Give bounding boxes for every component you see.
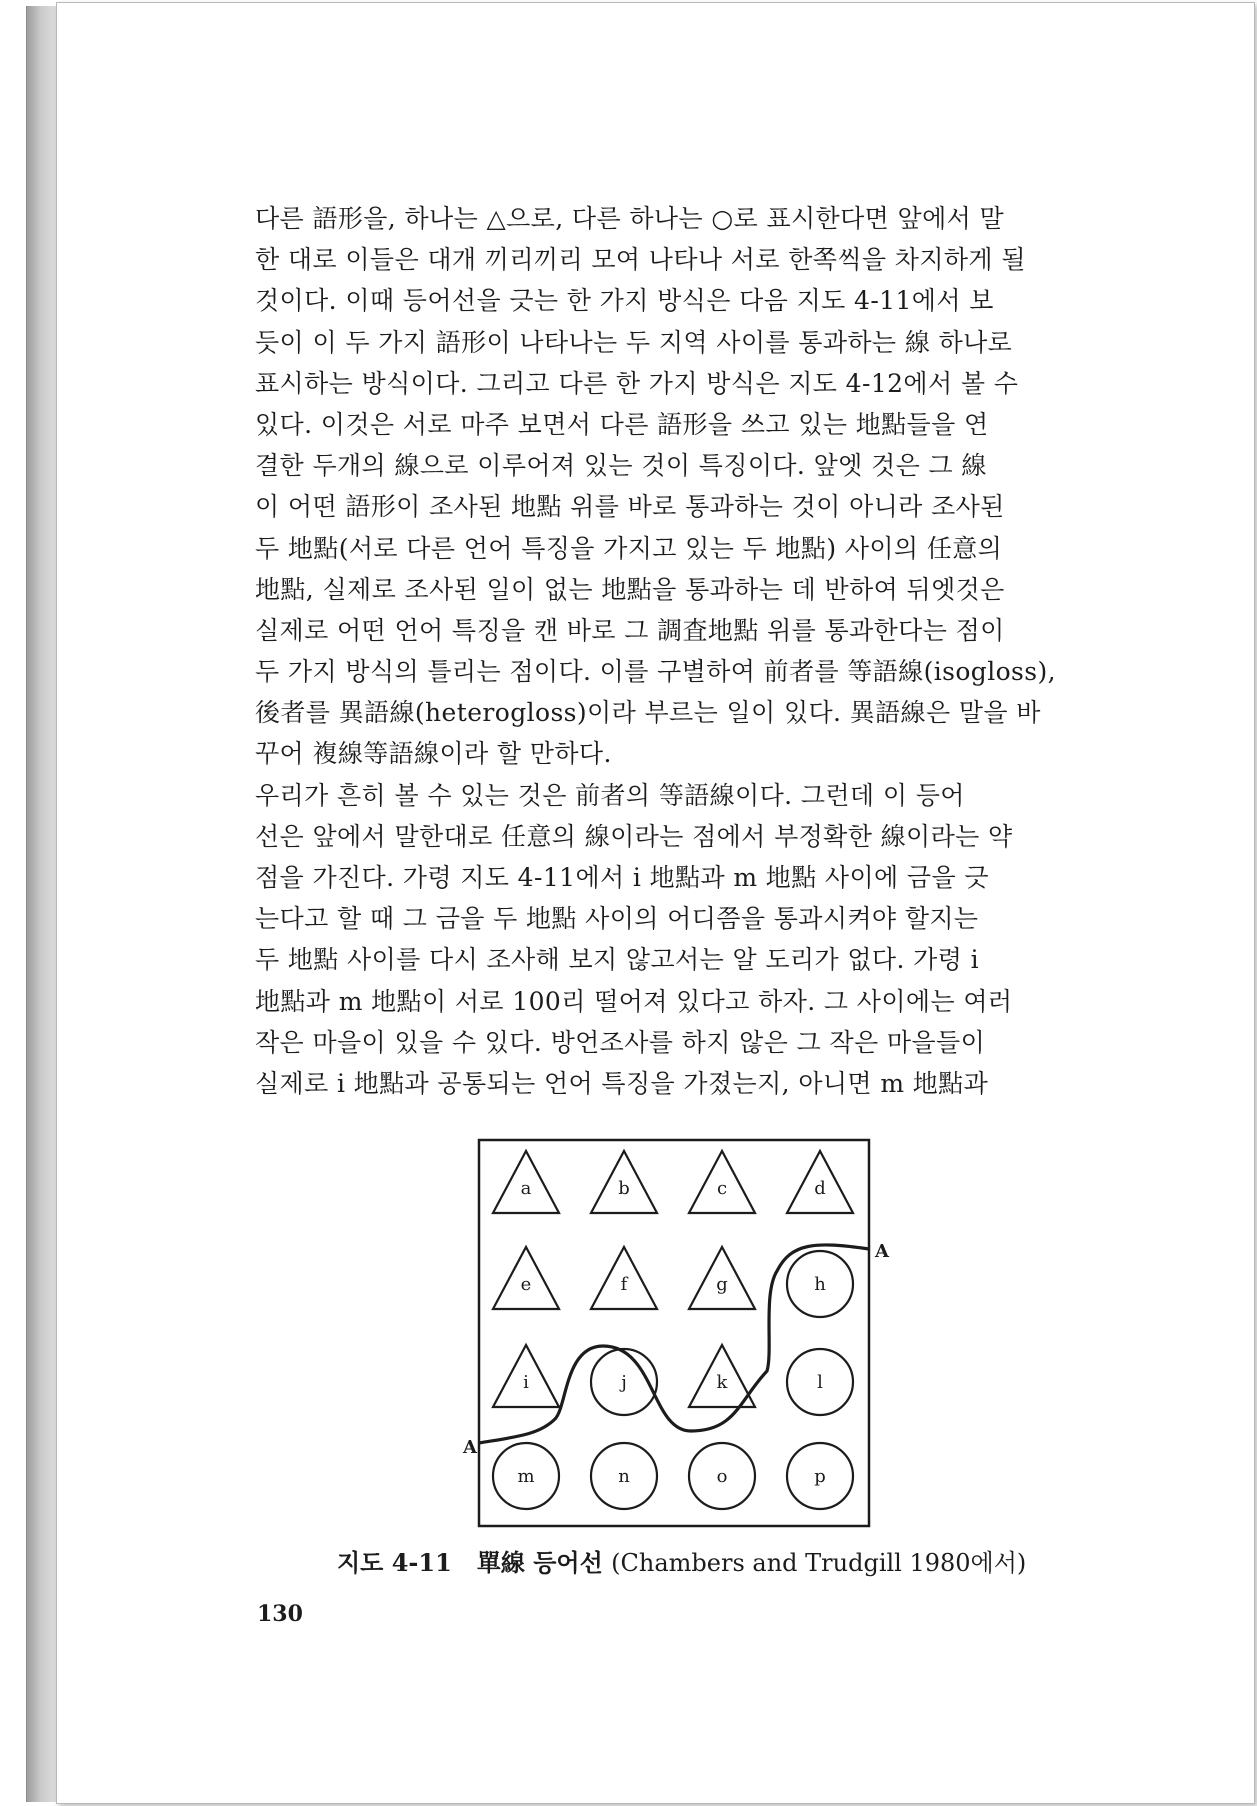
point-label: o bbox=[716, 1466, 728, 1487]
text-line: 두 地點(서로 다른 언어 특징을 가지고 있는 두 地點) 사이의 任意의 bbox=[255, 533, 1003, 563]
text-line: 後者를 異語線(heterogloss)이라 부르는 일이 있다. 異語線은 말을 바 bbox=[255, 698, 1041, 728]
point-label: m bbox=[517, 1466, 535, 1487]
text-line: 地點과 m 地點이 서로 100리 떨어져 있다고 하자. 그 사이에는 여러 bbox=[255, 986, 1013, 1016]
isogloss-map bbox=[455, 1131, 915, 1539]
point-label: n bbox=[618, 1466, 630, 1487]
caption-source: (Chambers and Trudgill 1980에서) bbox=[611, 1549, 1027, 1577]
text-line: 결한 두개의 線으로 이루어져 있는 것이 특징이다. 앞엣 것은 그 線 bbox=[255, 451, 987, 481]
point-label: d bbox=[814, 1178, 826, 1199]
point-label: c bbox=[716, 1178, 728, 1199]
caption-label: 지도 4-11 bbox=[337, 1548, 452, 1577]
text-line: 실제로 i 地點과 공통되는 언어 특징을 가졌는지, 아니면 m 地點과 bbox=[255, 1068, 989, 1098]
text-line: 두 地點 사이를 다시 조사해 보지 않고서는 알 도리가 없다. 가령 i bbox=[255, 945, 980, 975]
isogloss-label: A bbox=[463, 1437, 477, 1458]
point-label: f bbox=[620, 1274, 628, 1295]
text-line: 다른 語形을, 하나는 △으로, 다른 하나는 ○로 표시한다면 앞에서 말 bbox=[255, 204, 1005, 233]
page-number: 130 bbox=[257, 1601, 303, 1627]
text-line: 것이다. 이때 등어선을 긋는 한 가지 방식은 다음 지도 4-11에서 보 bbox=[255, 286, 994, 316]
map-frame bbox=[479, 1140, 869, 1526]
isogloss-map-figure bbox=[455, 1131, 915, 1539]
point-label: h bbox=[814, 1274, 826, 1295]
text-line: 있다. 이것은 서로 마주 보면서 다른 語形을 쓰고 있는 地點들을 연 bbox=[255, 409, 989, 439]
point-label: b bbox=[618, 1178, 630, 1199]
text-line: 듯이 이 두 가지 語形이 나타나는 두 지역 사이를 통과하는 線 하나로 bbox=[255, 327, 1013, 357]
body-text bbox=[255, 198, 1135, 1104]
point-label: g bbox=[716, 1274, 728, 1295]
point-label: e bbox=[520, 1274, 532, 1295]
text-line: 작은 마을이 있을 수 있다. 방언조사를 하지 않은 그 작은 마을들이 bbox=[255, 1027, 986, 1057]
point-label: p bbox=[814, 1466, 826, 1487]
figure-caption bbox=[337, 1543, 1057, 1578]
point-label: i bbox=[523, 1372, 529, 1393]
text-line: 는다고 할 때 그 금을 두 地點 사이의 어디쯤을 통과시켜야 할지는 bbox=[255, 904, 979, 934]
text-line: 실제로 어떤 언어 특징을 캔 바로 그 調査地點 위를 통과한다는 점이 bbox=[255, 615, 1005, 645]
text-line: 선은 앞에서 말한대로 任意의 線이라는 점에서 부정확한 線이라는 약 bbox=[255, 821, 1013, 851]
text-line: 우리가 흔히 볼 수 있는 것은 前者의 等語線이다. 그런데 이 등어 bbox=[255, 780, 965, 810]
text-line: 두 가지 방식의 틀리는 점이다. 이를 구별하여 前者를 等語線(isogloss), bbox=[255, 657, 1057, 687]
point-label: a bbox=[520, 1178, 532, 1199]
point-label: l bbox=[817, 1372, 823, 1393]
text-line: 점을 가진다. 가령 지도 4-11에서 i 地點과 m 地點 사이에 금을 긋 bbox=[255, 863, 989, 892]
text-line: 한 대로 이들은 대개 끼리끼리 모여 나타나 서로 한쪽씩을 차지하게 될 bbox=[255, 245, 1026, 275]
text-line: 이 어떤 語形이 조사된 地點 위를 바로 통과하는 것이 아니라 조사된 bbox=[255, 492, 1005, 522]
text-line: 꾸어 複線等語線이라 할 만하다. bbox=[255, 739, 612, 769]
text-line: 표시하는 방식이다. 그리고 다른 한 가지 방식은 지도 4-12에서 볼 수 bbox=[255, 368, 1019, 398]
caption-title: 單線 등어선 bbox=[476, 1548, 603, 1577]
point-label: j bbox=[621, 1372, 627, 1393]
isogloss-label: A bbox=[875, 1241, 889, 1262]
point-label: k bbox=[716, 1372, 728, 1393]
book-page bbox=[56, 2, 1255, 1804]
text-line: 地點, 실제로 조사된 일이 없는 地點을 통과하는 데 반하여 뒤엣것은 bbox=[255, 574, 1005, 604]
